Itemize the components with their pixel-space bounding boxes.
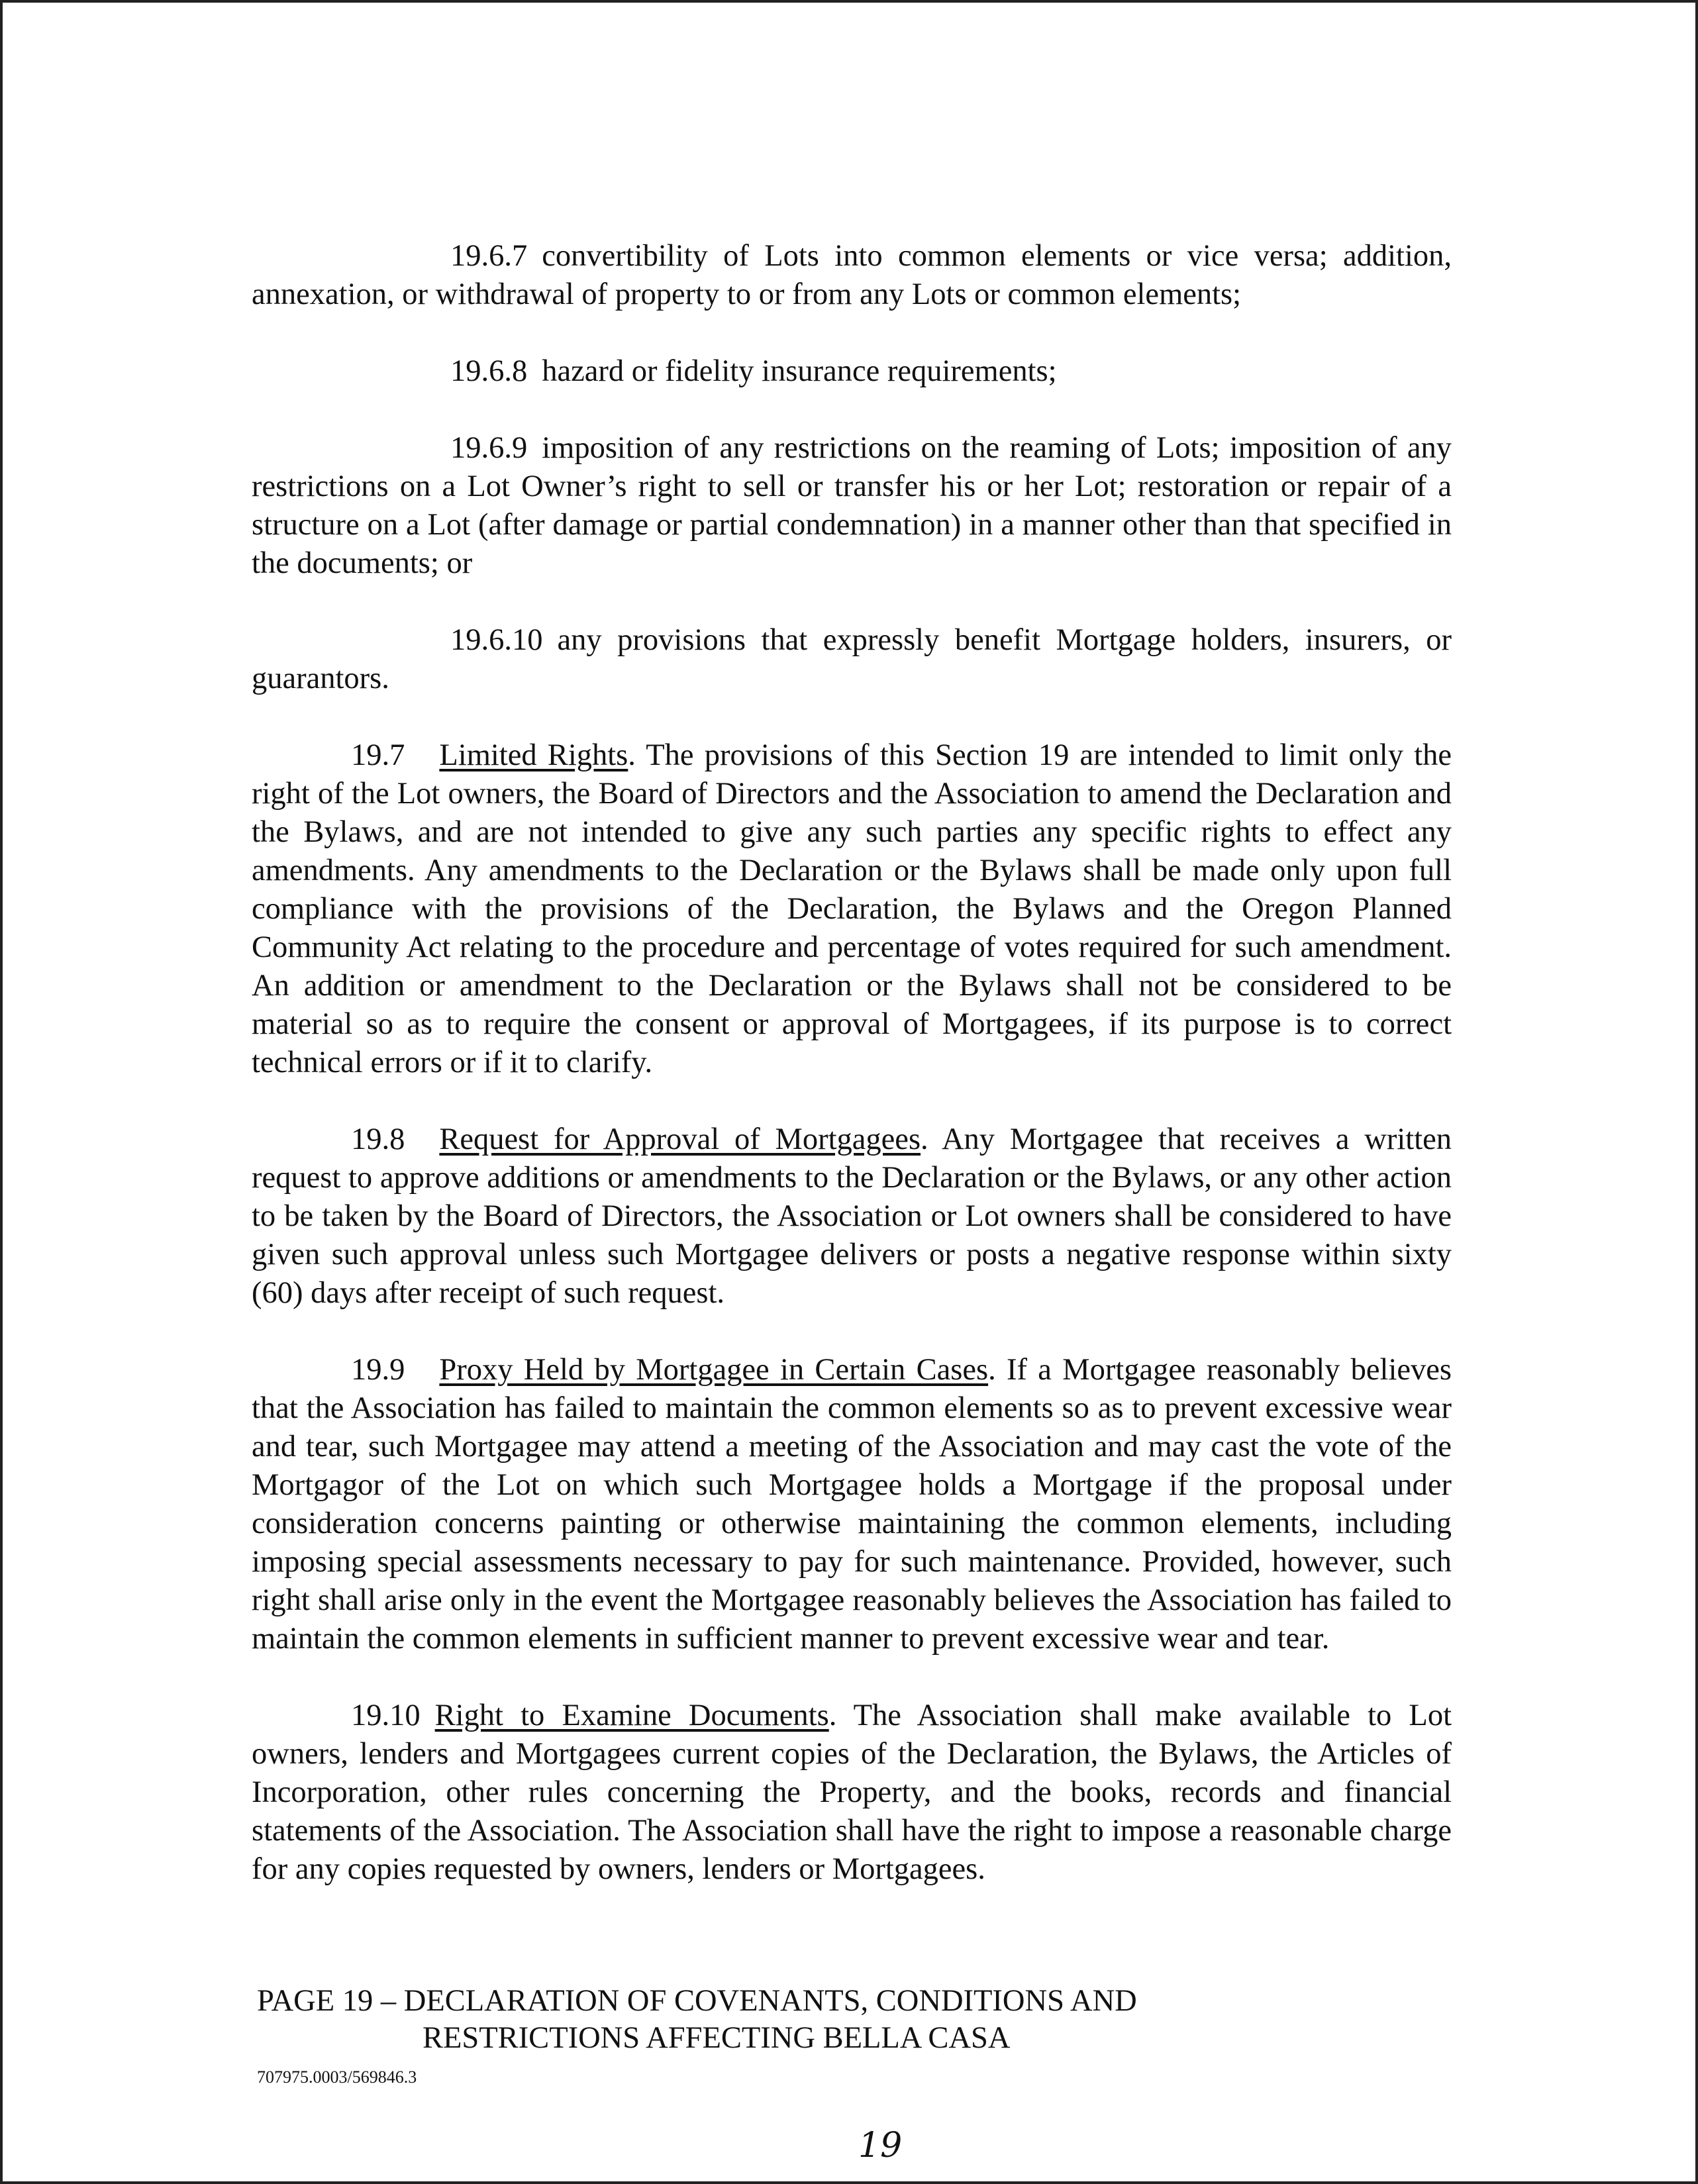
- footer-line-1: PAGE 19 – DECLARATION OF COVENANTS, CONDITIONS AND: [257, 1984, 1137, 2018]
- paragraph-text: imposition of any restrictions on the reaming of Lots; imposition of any restrictions on a Lot Owner’s right to sell or transfer his or her Lot; restoration or repair of a structure on a Lot (after damage or partial condemnation) in a manner other than that specified in the documents; or: [252, 431, 1452, 580]
- section-heading: Request for Approval of Mortgagees: [439, 1122, 921, 1156]
- section-number: 19.6.10: [450, 623, 543, 657]
- section-number: 19.6.7: [450, 239, 528, 273]
- paragraph-text: Any Mortgagee that receives a written request to approve additions or amendments to the Declaration or the Bylaws, or any other action to be taken by the Board of Directors, the Association or Lot owners shall be considered to have given such approval unless such Mortgagee delivers or posts a negative response within sixty (60) days after receipt of such request.: [252, 1122, 1452, 1310]
- section-heading: Limited Rights: [439, 738, 628, 772]
- section-number: 19.9: [351, 1353, 405, 1387]
- paragraph-text: convertibility of Lots into common elements or vice versa; addition, annexation, or withdrawal of property to or from any Lots or common elements;: [252, 239, 1452, 311]
- handwritten-page-number: 19: [858, 2126, 903, 2165]
- section-number: 19.8: [351, 1122, 405, 1156]
- document-body: [252, 237, 1452, 1927]
- paragraph-19-9: 19.9 Proxy Held by Mortgagee in Certain Cases. If a Mortgagee reasonably believes that the Association has failed to maintain the common elements so as to prevent excessive wear and tear, such Mortgagee may attend a meeting of the Association and may cast the vote of the Mortgagor of the Lot on which such Mortgagee holds a Mortgage if the proposal under consideration concerns painting or otherwise maintaining the common elements, including imposing special assessments necessary to pay for such maintenance. Provided, however, such right shall arise only in the event the Mortgagee reasonably believes the Association has failed to maintain the common elements in sufficient manner to prevent excessive wear and tear.: [252, 1351, 1452, 1658]
- paragraph-text: hazard or fidelity insurance requirements;: [542, 354, 1057, 388]
- paragraph-text: The Association shall make available to Lot owners, lenders and Mortgagees current copies of the Declaration, the Bylaws, the Articles of Incorporation, other rules concerning the Property, and the books, records and financial statements of the Association. The Association shall have the right to impose a reasonable charge for any copies requested by owners, lenders or Mortgagees.: [252, 1699, 1452, 1886]
- paragraph-19-6-10: [252, 621, 1452, 698]
- paragraph-19-6-9: [252, 429, 1452, 583]
- page-footer: [257, 1983, 1137, 2057]
- section-heading: Right to Examine Documents: [434, 1699, 829, 1732]
- paragraph-text: The provisions of this Section 19 are intended to limit only the right of the Lot owners, the Board of Directors and the Association to amend the Declaration and the Bylaws, and are not intended to give any such parties any specific rights to effect any amendments. Any amendments to the Declaration or the Bylaws shall be made only upon full compliance with the provisions of the Declaration, the Bylaws and the Oregon Planned Community Act relating to the procedure and percentage of votes required for such amendment. An addition or amendment to the Declaration or the Bylaws shall not be considered to be material so as to require the consent or approval of Mortgagees, if its purpose is to correct technical errors or if it to clarify.: [252, 738, 1452, 1079]
- paragraph-19-6-8: [252, 352, 1452, 391]
- paragraph-19-6-7: [252, 237, 1452, 314]
- paragraph-text: If a Mortgagee reasonably believes that the Association has failed to maintain the common elements so as to prevent excessive wear and tear, such Mortgagee may attend a meeting of the Association and may cast the vote of the Mortgagor of the Lot on which such Mortgagee holds a Mortgage if the proposal under consideration concerns painting or otherwise maintaining the common elements, including imposing special assessments necessary to pay for such maintenance. Provided, however, such right shall arise only in the event the Mortgagee reasonably believes the Association has failed to maintain the common elements in sufficient manner to prevent excessive wear and tear.: [252, 1353, 1452, 1656]
- paragraph-19-8: 19.8 Request for Approval of Mortgagees. Any Mortgagee that receives a written request to approve additions or amendments to the Declaration or the Bylaws, or any other action to be taken by the Board of Directors, the Association or Lot owners shall be considered to have given such approval unless such Mortgagee delivers or posts a negative response within sixty (60) days after receipt of such request.: [252, 1120, 1452, 1313]
- paragraph-19-10: 19.10 Right to Examine Documents. The Association shall make available to Lot owners, lenders and Mortgagees current copies of the Declaration, the Bylaws, the Articles of Incorporation, other rules concerning the Property, and the books, records and financial statements of the Association. The Association shall have the right to impose a reasonable charge for any copies requested by owners, lenders or Mortgagees.: [252, 1697, 1452, 1889]
- paragraph-19-7: 19.7 Limited Rights. The provisions of this Section 19 are intended to limit only the right of the Lot owners, the Board of Directors and the Association to amend the Declaration and the Bylaws, and are not intended to give any such parties any specific rights to effect any amendments. Any amendments to the Declaration or the Bylaws shall be made only upon full compliance with the provisions of the Declaration, the Bylaws and the Oregon Planned Community Act relating to the procedure and percentage of votes required for such amendment. An addition or amendment to the Declaration or the Bylaws shall not be considered to be material so as to require the consent or approval of Mortgagees, if its purpose is to correct technical errors or if it to clarify.: [252, 736, 1452, 1082]
- document-number: 707975.0003/569846.3: [257, 2067, 417, 2087]
- section-number: 19.6.9: [450, 431, 528, 465]
- section-heading: Proxy Held by Mortgagee in Certain Cases: [439, 1353, 989, 1387]
- footer-line-2: RESTRICTIONS AFFECTING BELLA CASA: [423, 2021, 1011, 2055]
- section-number: 19.10: [351, 1699, 421, 1732]
- section-number: 19.7: [351, 738, 405, 772]
- paragraph-text: any provisions that expressly benefit Mortgage holders, insurers, or guarantors.: [252, 623, 1452, 695]
- section-number: 19.6.8: [450, 354, 528, 388]
